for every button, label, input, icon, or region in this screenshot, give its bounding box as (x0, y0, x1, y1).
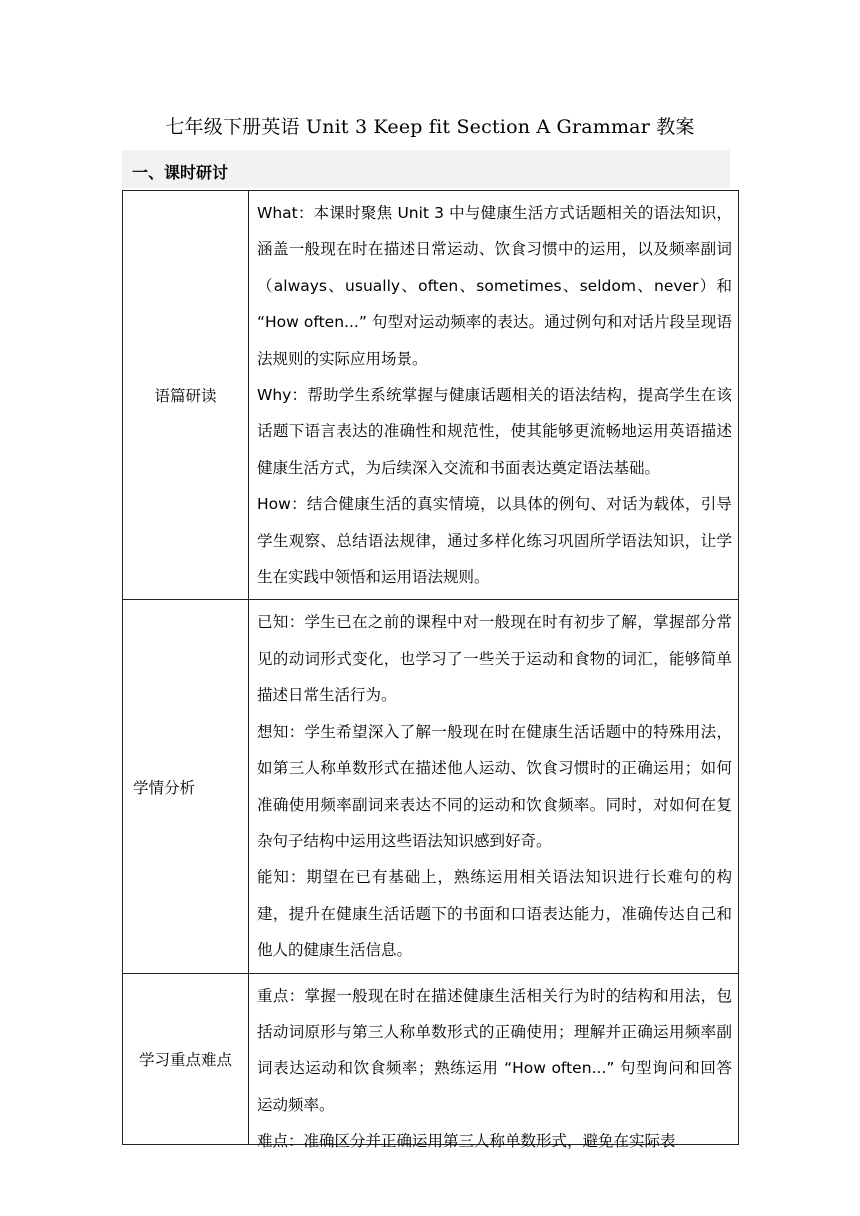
document-title: 七年级下册英语 Unit 3 Keep fit Section A Grammar 教案 (165, 116, 695, 138)
paragraph-want-to-know: 想知：学生希望深入了解一般现在时在健康生活话题中的特殊用法，如第三人称单数形式在描述他人运动、饮食习惯时的正确运用；如何准确使用频率副词来表达不同的运动和饮食频率。同时，对如何在复杂句子结构中运用这些语法知识感到好奇。 (257, 722, 732, 850)
paragraph-known: 已知：学生已在之前的课程中对一般现在时有初步了解，掌握部分常见的动词形式变化，也学习了一些关于运动和食物的词汇，能够简单描述日常生活行为。 (257, 613, 732, 705)
row-label: 学习重点难点 (123, 973, 249, 1144)
paragraph-key-points: 重点：掌握一般现在时在描述健康生活相关行为时的结构和用法，包括动词原形与第三人称单数形式的正确使用；理解并正确运用频率副词表达运动和饮食频率；熟练运用 “How often...” 句型询问和回答运动频率。 (257, 986, 732, 1114)
row-content (249, 600, 739, 973)
table-row (123, 973, 739, 1144)
paragraph-how: How：结合健康生活的真实情境，以具体的例句、对话为载体，引导学生观察、总结语法规律，通过多样化练习巩固所学语法知识，让学生在实践中领悟和运用语法规则。 (257, 495, 732, 587)
lesson-research-table (122, 190, 739, 1151)
table-row (123, 600, 739, 973)
section-heading: 一、课时研讨 (132, 163, 229, 182)
paragraph-can-know: 能知：期望在已有基础上，熟练运用相关语法知识进行长难句的构建，提升在健康生活话题下的书面和口语表达能力，准确传达自己和他人的健康生活信息。 (257, 868, 732, 960)
paragraph-difficulties: 难点：准确区分并正确运用第三人称单数形式，避免在实际表 (257, 1132, 676, 1151)
row-content (249, 973, 739, 1151)
paragraph-why: Why：帮助学生系统掌握与健康话题相关的语法结构，提高学生在该话题下语言表达的准确性和规范性，使其能够更流畅地运用英语描述健康生活方式，为后续深入交流和书面表达奠定语法基础。 (257, 386, 732, 477)
table-row (123, 191, 739, 600)
row-label: 语篇研读 (123, 191, 249, 600)
row-label: 学情分析 (123, 600, 249, 973)
row-content (249, 191, 739, 600)
paragraph-what: What：本课时聚焦 Unit 3 中与健康生活方式话题相关的语法知识，涵盖一般现在时在描述日常运动、饮食习惯中的运用，以及频率副词（always、usually、often、sometimes、seldom、never）和 “How often...” 句型对运动频率的表达。通过例句和对话片段呈现语法规则的实际应用场景。 (257, 204, 732, 368)
content-clip (257, 978, 732, 1151)
